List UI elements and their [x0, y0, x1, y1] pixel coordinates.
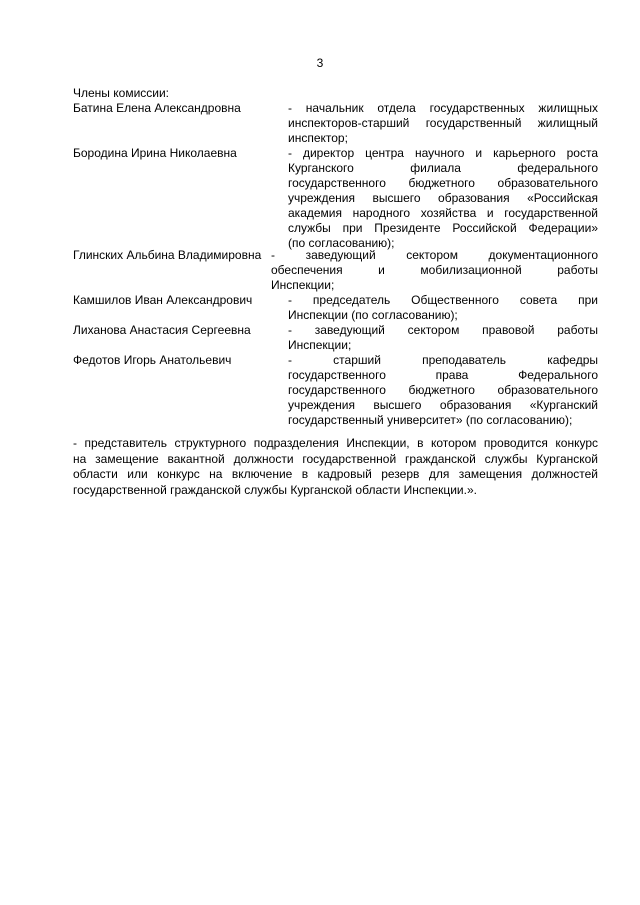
footer-paragraph [73, 436, 598, 498]
member-role-line: государственный университет» (по согласованию); [288, 413, 573, 427]
member-role-line: учреждения высшего образования «Российская [288, 191, 598, 205]
member-role [288, 323, 598, 353]
member-role [288, 101, 598, 146]
footer-line: области или конкурс на включение в кадровый резерв для замещения должностей [73, 467, 598, 481]
member-role-line: обеспечения и мобилизационной работы [271, 263, 598, 277]
member-role-line: - председатель Общественного совета при [288, 293, 598, 307]
member-name: Бородина Ирина Николаевна [73, 146, 237, 160]
member-role-line: - директор центра научного и карьерного роста [288, 146, 598, 160]
member-role-line: академия народного хозяйства и государственной [288, 206, 598, 220]
member-role-line: государственного бюджетного образовательного [288, 176, 598, 190]
member-name: Лиханова Анастасия Сергеевна [73, 323, 251, 337]
page-number: 3 [316, 56, 324, 70]
member-role-line: государственного права Федерального [288, 368, 598, 382]
member-role [288, 353, 598, 428]
member-role-line: Инспекции; [288, 338, 352, 352]
member-role-line: Инспекции (по согласованию); [288, 308, 458, 322]
member-role-line: инспектор; [288, 131, 348, 145]
member-role-line: - начальник отдела государственных жилищных [288, 101, 598, 115]
member-role-line: - заведующий сектором документационного [271, 248, 598, 262]
member-role-line: государственного бюджетного образовательного [288, 383, 598, 397]
member-name: Глинских Альбина Владимировна [73, 248, 262, 262]
member-role-line: Инспекции; [271, 278, 335, 292]
member-role [288, 146, 598, 251]
member-role-line: - заведующий сектором правовой работы [288, 323, 598, 337]
members-heading: Члены комиссии: [73, 86, 170, 100]
footer-line: государственной гражданской службы Курганской области Инспекции.». [73, 482, 477, 497]
member-role [271, 248, 598, 293]
member-role-line: инспекторов-старший государственный жилищный [288, 116, 598, 130]
member-name: Федотов Игорь Анатольевич [73, 353, 232, 367]
member-role-line: учреждения высшего образования «Курганский [288, 398, 598, 412]
member-role-line: Курганского филиала федерального [288, 161, 598, 175]
member-role-line: службы при Президенте Российской Федерации» [288, 221, 598, 235]
member-name: Камшилов Иван Александрович [73, 293, 253, 307]
footer-line: на замещение вакантной должности государственной гражданской службы Курганской [73, 451, 598, 466]
member-role-line: - старший преподаватель кафедры [288, 353, 598, 367]
member-name: Батина Елена Александровна [73, 101, 241, 115]
member-role-line: (по согласованию); [288, 236, 395, 250]
footer-line: - представитель структурного подразделения Инспекции, в котором проводится конкурс [73, 436, 598, 450]
member-role [288, 293, 598, 323]
